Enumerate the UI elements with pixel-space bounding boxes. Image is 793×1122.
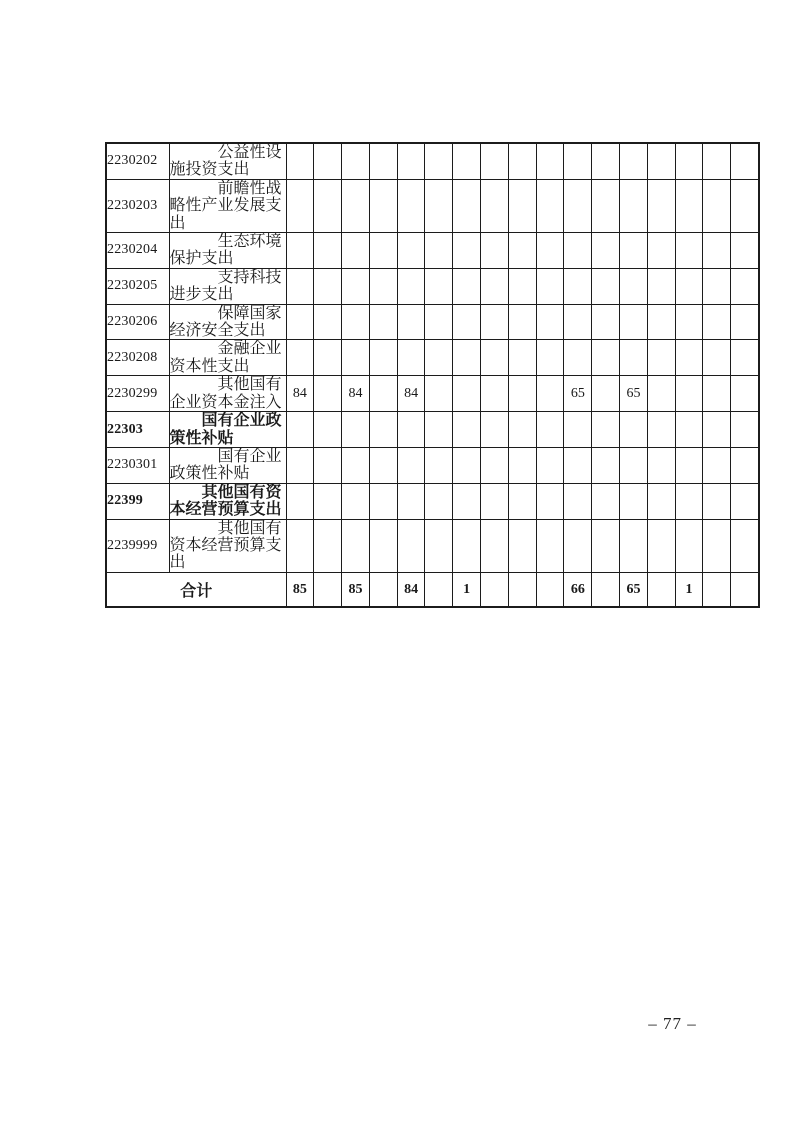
value-cell bbox=[286, 412, 314, 448]
code-cell: 2230299 bbox=[106, 376, 169, 412]
value-cell bbox=[314, 483, 342, 519]
value-cell bbox=[314, 412, 342, 448]
value-cell: 84 bbox=[397, 376, 425, 412]
value-cell bbox=[564, 143, 592, 179]
code-cell: 2230203 bbox=[106, 179, 169, 232]
value-cell bbox=[481, 233, 509, 269]
value-cell bbox=[369, 447, 397, 483]
value-cell bbox=[536, 179, 564, 232]
code-cell: 22303 bbox=[106, 412, 169, 448]
value-cell bbox=[508, 447, 536, 483]
table-row bbox=[106, 143, 759, 179]
value-cell bbox=[592, 143, 620, 179]
code-cell: 2230206 bbox=[106, 304, 169, 340]
value-cell bbox=[481, 143, 509, 179]
value-cell bbox=[620, 340, 648, 376]
value-cell bbox=[508, 412, 536, 448]
value-cell bbox=[369, 412, 397, 448]
value-cell bbox=[536, 233, 564, 269]
table-row bbox=[106, 179, 759, 232]
value-cell bbox=[675, 483, 703, 519]
value-cell bbox=[675, 304, 703, 340]
value-cell bbox=[342, 483, 370, 519]
value-cell bbox=[564, 268, 592, 304]
value-cell bbox=[647, 233, 675, 269]
value-cell bbox=[481, 268, 509, 304]
name-cell: 金融企业资本性支出 bbox=[169, 340, 286, 376]
value-cell bbox=[536, 340, 564, 376]
value-cell bbox=[647, 447, 675, 483]
value-cell bbox=[342, 519, 370, 572]
name-cell: 支持科技进步支出 bbox=[169, 268, 286, 304]
value-cell bbox=[647, 268, 675, 304]
value-cell bbox=[508, 304, 536, 340]
name-cell: 其他国有资本经营预算支出 bbox=[169, 483, 286, 519]
value-cell bbox=[425, 179, 453, 232]
value-cell bbox=[369, 519, 397, 572]
value-cell bbox=[453, 519, 481, 572]
value-cell bbox=[592, 376, 620, 412]
value-cell bbox=[592, 268, 620, 304]
value-cell bbox=[425, 483, 453, 519]
value-cell bbox=[481, 483, 509, 519]
value-cell bbox=[620, 304, 648, 340]
value-cell bbox=[703, 447, 731, 483]
value-cell bbox=[481, 572, 509, 607]
code-cell: 2239999 bbox=[106, 519, 169, 572]
value-cell bbox=[425, 143, 453, 179]
value-cell bbox=[453, 179, 481, 232]
value-cell: 85 bbox=[286, 572, 314, 607]
table-row bbox=[106, 268, 759, 304]
value-cell bbox=[342, 412, 370, 448]
value-cell bbox=[620, 233, 648, 269]
value-cell bbox=[314, 304, 342, 340]
value-cell bbox=[536, 412, 564, 448]
value-cell bbox=[731, 376, 759, 412]
value-cell: 65 bbox=[564, 376, 592, 412]
value-cell bbox=[369, 143, 397, 179]
value-cell bbox=[647, 519, 675, 572]
value-cell bbox=[425, 572, 453, 607]
value-cell bbox=[397, 340, 425, 376]
value-cell bbox=[425, 376, 453, 412]
value-cell bbox=[536, 304, 564, 340]
value-cell bbox=[425, 304, 453, 340]
value-cell bbox=[508, 268, 536, 304]
value-cell bbox=[314, 376, 342, 412]
code-cell: 22399 bbox=[106, 483, 169, 519]
value-cell bbox=[620, 447, 648, 483]
value-cell bbox=[731, 519, 759, 572]
total-label: 合计 bbox=[106, 572, 286, 607]
value-cell: 84 bbox=[342, 376, 370, 412]
value-cell bbox=[342, 179, 370, 232]
value-cell bbox=[314, 519, 342, 572]
value-cell bbox=[564, 447, 592, 483]
value-cell bbox=[286, 304, 314, 340]
value-cell bbox=[592, 233, 620, 269]
value-cell bbox=[314, 572, 342, 607]
value-cell bbox=[536, 519, 564, 572]
value-cell bbox=[620, 143, 648, 179]
value-cell bbox=[286, 233, 314, 269]
value-cell bbox=[675, 412, 703, 448]
value-cell bbox=[731, 447, 759, 483]
table-row bbox=[106, 340, 759, 376]
value-cell bbox=[703, 143, 731, 179]
value-cell bbox=[453, 447, 481, 483]
value-cell bbox=[425, 412, 453, 448]
value-cell: 66 bbox=[564, 572, 592, 607]
value-cell bbox=[620, 268, 648, 304]
value-cell bbox=[508, 519, 536, 572]
value-cell bbox=[647, 179, 675, 232]
value-cell bbox=[703, 233, 731, 269]
name-cell: 国有企业政策性补贴 bbox=[169, 412, 286, 448]
value-cell bbox=[564, 304, 592, 340]
value-cell bbox=[592, 447, 620, 483]
table-row bbox=[106, 376, 759, 412]
value-cell bbox=[703, 304, 731, 340]
total-row bbox=[106, 572, 759, 607]
value-cell bbox=[314, 179, 342, 232]
value-cell bbox=[342, 268, 370, 304]
value-cell bbox=[647, 412, 675, 448]
value-cell bbox=[314, 268, 342, 304]
code-cell: 2230202 bbox=[106, 143, 169, 179]
value-cell bbox=[675, 233, 703, 269]
value-cell bbox=[731, 483, 759, 519]
table-row bbox=[106, 447, 759, 483]
value-cell bbox=[592, 412, 620, 448]
value-cell: 65 bbox=[620, 572, 648, 607]
value-cell bbox=[592, 483, 620, 519]
value-cell bbox=[564, 519, 592, 572]
value-cell bbox=[564, 179, 592, 232]
value-cell bbox=[397, 483, 425, 519]
value-cell bbox=[647, 572, 675, 607]
value-cell bbox=[342, 143, 370, 179]
value-cell bbox=[286, 143, 314, 179]
value-cell bbox=[369, 340, 397, 376]
value-cell bbox=[453, 483, 481, 519]
name-cell: 其他国有资本经营预算支出 bbox=[169, 519, 286, 572]
value-cell bbox=[425, 447, 453, 483]
page-number: – 77 – bbox=[648, 1014, 697, 1033]
value-cell bbox=[731, 268, 759, 304]
table-row bbox=[106, 412, 759, 448]
value-cell bbox=[703, 268, 731, 304]
name-cell: 生态环境保护支出 bbox=[169, 233, 286, 269]
value-cell bbox=[342, 304, 370, 340]
value-cell bbox=[675, 143, 703, 179]
value-cell: 85 bbox=[342, 572, 370, 607]
value-cell bbox=[286, 179, 314, 232]
value-cell bbox=[536, 376, 564, 412]
value-cell bbox=[508, 233, 536, 269]
value-cell bbox=[508, 340, 536, 376]
value-cell bbox=[675, 447, 703, 483]
value-cell bbox=[703, 340, 731, 376]
value-cell bbox=[369, 376, 397, 412]
value-cell bbox=[397, 233, 425, 269]
value-cell bbox=[286, 519, 314, 572]
value-cell bbox=[703, 572, 731, 607]
value-cell bbox=[647, 143, 675, 179]
value-cell bbox=[453, 412, 481, 448]
value-cell: 1 bbox=[675, 572, 703, 607]
table-row bbox=[106, 233, 759, 269]
value-cell bbox=[592, 304, 620, 340]
value-cell bbox=[536, 572, 564, 607]
value-cell bbox=[481, 519, 509, 572]
value-cell bbox=[564, 233, 592, 269]
value-cell bbox=[342, 340, 370, 376]
name-cell: 保障国家经济安全支出 bbox=[169, 304, 286, 340]
value-cell bbox=[397, 519, 425, 572]
value-cell bbox=[453, 340, 481, 376]
value-cell bbox=[397, 412, 425, 448]
value-cell bbox=[397, 268, 425, 304]
value-cell bbox=[731, 143, 759, 179]
value-cell bbox=[647, 483, 675, 519]
value-cell bbox=[453, 143, 481, 179]
value-cell bbox=[508, 179, 536, 232]
value-cell bbox=[397, 143, 425, 179]
value-cell bbox=[620, 483, 648, 519]
value-cell bbox=[564, 412, 592, 448]
value-cell bbox=[620, 519, 648, 572]
table-row bbox=[106, 519, 759, 572]
value-cell bbox=[592, 519, 620, 572]
value-cell bbox=[286, 447, 314, 483]
code-cell: 2230205 bbox=[106, 268, 169, 304]
value-cell bbox=[286, 483, 314, 519]
value-cell bbox=[647, 304, 675, 340]
table-row bbox=[106, 483, 759, 519]
value-cell bbox=[425, 268, 453, 304]
value-cell bbox=[425, 233, 453, 269]
value-cell bbox=[369, 233, 397, 269]
value-cell bbox=[397, 304, 425, 340]
value-cell bbox=[453, 304, 481, 340]
value-cell bbox=[675, 519, 703, 572]
name-cell: 前瞻性战略性产业发展支出 bbox=[169, 179, 286, 232]
value-cell bbox=[731, 412, 759, 448]
value-cell bbox=[731, 572, 759, 607]
value-cell: 84 bbox=[286, 376, 314, 412]
value-cell bbox=[369, 572, 397, 607]
budget-table bbox=[105, 142, 760, 608]
value-cell bbox=[508, 376, 536, 412]
value-cell bbox=[314, 233, 342, 269]
value-cell bbox=[536, 143, 564, 179]
value-cell: 1 bbox=[453, 572, 481, 607]
value-cell bbox=[675, 179, 703, 232]
value-cell bbox=[508, 572, 536, 607]
value-cell bbox=[342, 233, 370, 269]
value-cell bbox=[369, 304, 397, 340]
value-cell bbox=[453, 376, 481, 412]
name-cell: 公益性设施投资支出 bbox=[169, 143, 286, 179]
code-cell: 2230301 bbox=[106, 447, 169, 483]
value-cell bbox=[536, 483, 564, 519]
value-cell bbox=[620, 179, 648, 232]
value-cell bbox=[425, 519, 453, 572]
value-cell bbox=[369, 483, 397, 519]
value-cell bbox=[703, 376, 731, 412]
value-cell bbox=[564, 340, 592, 376]
value-cell bbox=[675, 340, 703, 376]
value-cell bbox=[592, 340, 620, 376]
value-cell bbox=[731, 340, 759, 376]
value-cell bbox=[481, 376, 509, 412]
value-cell bbox=[731, 233, 759, 269]
name-cell: 其他国有企业资本金注入 bbox=[169, 376, 286, 412]
value-cell bbox=[286, 340, 314, 376]
value-cell bbox=[453, 268, 481, 304]
value-cell bbox=[703, 519, 731, 572]
value-cell: 84 bbox=[397, 572, 425, 607]
value-cell: 65 bbox=[620, 376, 648, 412]
value-cell bbox=[397, 179, 425, 232]
value-cell bbox=[508, 143, 536, 179]
value-cell bbox=[703, 412, 731, 448]
value-cell bbox=[620, 412, 648, 448]
value-cell bbox=[314, 340, 342, 376]
value-cell bbox=[592, 572, 620, 607]
value-cell bbox=[425, 340, 453, 376]
value-cell bbox=[481, 447, 509, 483]
value-cell bbox=[481, 304, 509, 340]
name-cell: 国有企业政策性补贴 bbox=[169, 447, 286, 483]
value-cell bbox=[453, 233, 481, 269]
value-cell bbox=[703, 179, 731, 232]
value-cell bbox=[481, 412, 509, 448]
value-cell bbox=[508, 483, 536, 519]
value-cell bbox=[314, 143, 342, 179]
value-cell bbox=[647, 340, 675, 376]
value-cell bbox=[675, 376, 703, 412]
value-cell bbox=[731, 179, 759, 232]
value-cell bbox=[397, 447, 425, 483]
table-row bbox=[106, 304, 759, 340]
value-cell bbox=[675, 268, 703, 304]
value-cell bbox=[369, 268, 397, 304]
value-cell bbox=[536, 268, 564, 304]
value-cell bbox=[342, 447, 370, 483]
value-cell bbox=[481, 340, 509, 376]
code-cell: 2230204 bbox=[106, 233, 169, 269]
value-cell bbox=[592, 179, 620, 232]
value-cell bbox=[286, 268, 314, 304]
value-cell bbox=[564, 483, 592, 519]
value-cell bbox=[369, 179, 397, 232]
value-cell bbox=[703, 483, 731, 519]
value-cell bbox=[731, 304, 759, 340]
value-cell bbox=[647, 376, 675, 412]
value-cell bbox=[314, 447, 342, 483]
code-cell: 2230208 bbox=[106, 340, 169, 376]
value-cell bbox=[481, 179, 509, 232]
value-cell bbox=[536, 447, 564, 483]
